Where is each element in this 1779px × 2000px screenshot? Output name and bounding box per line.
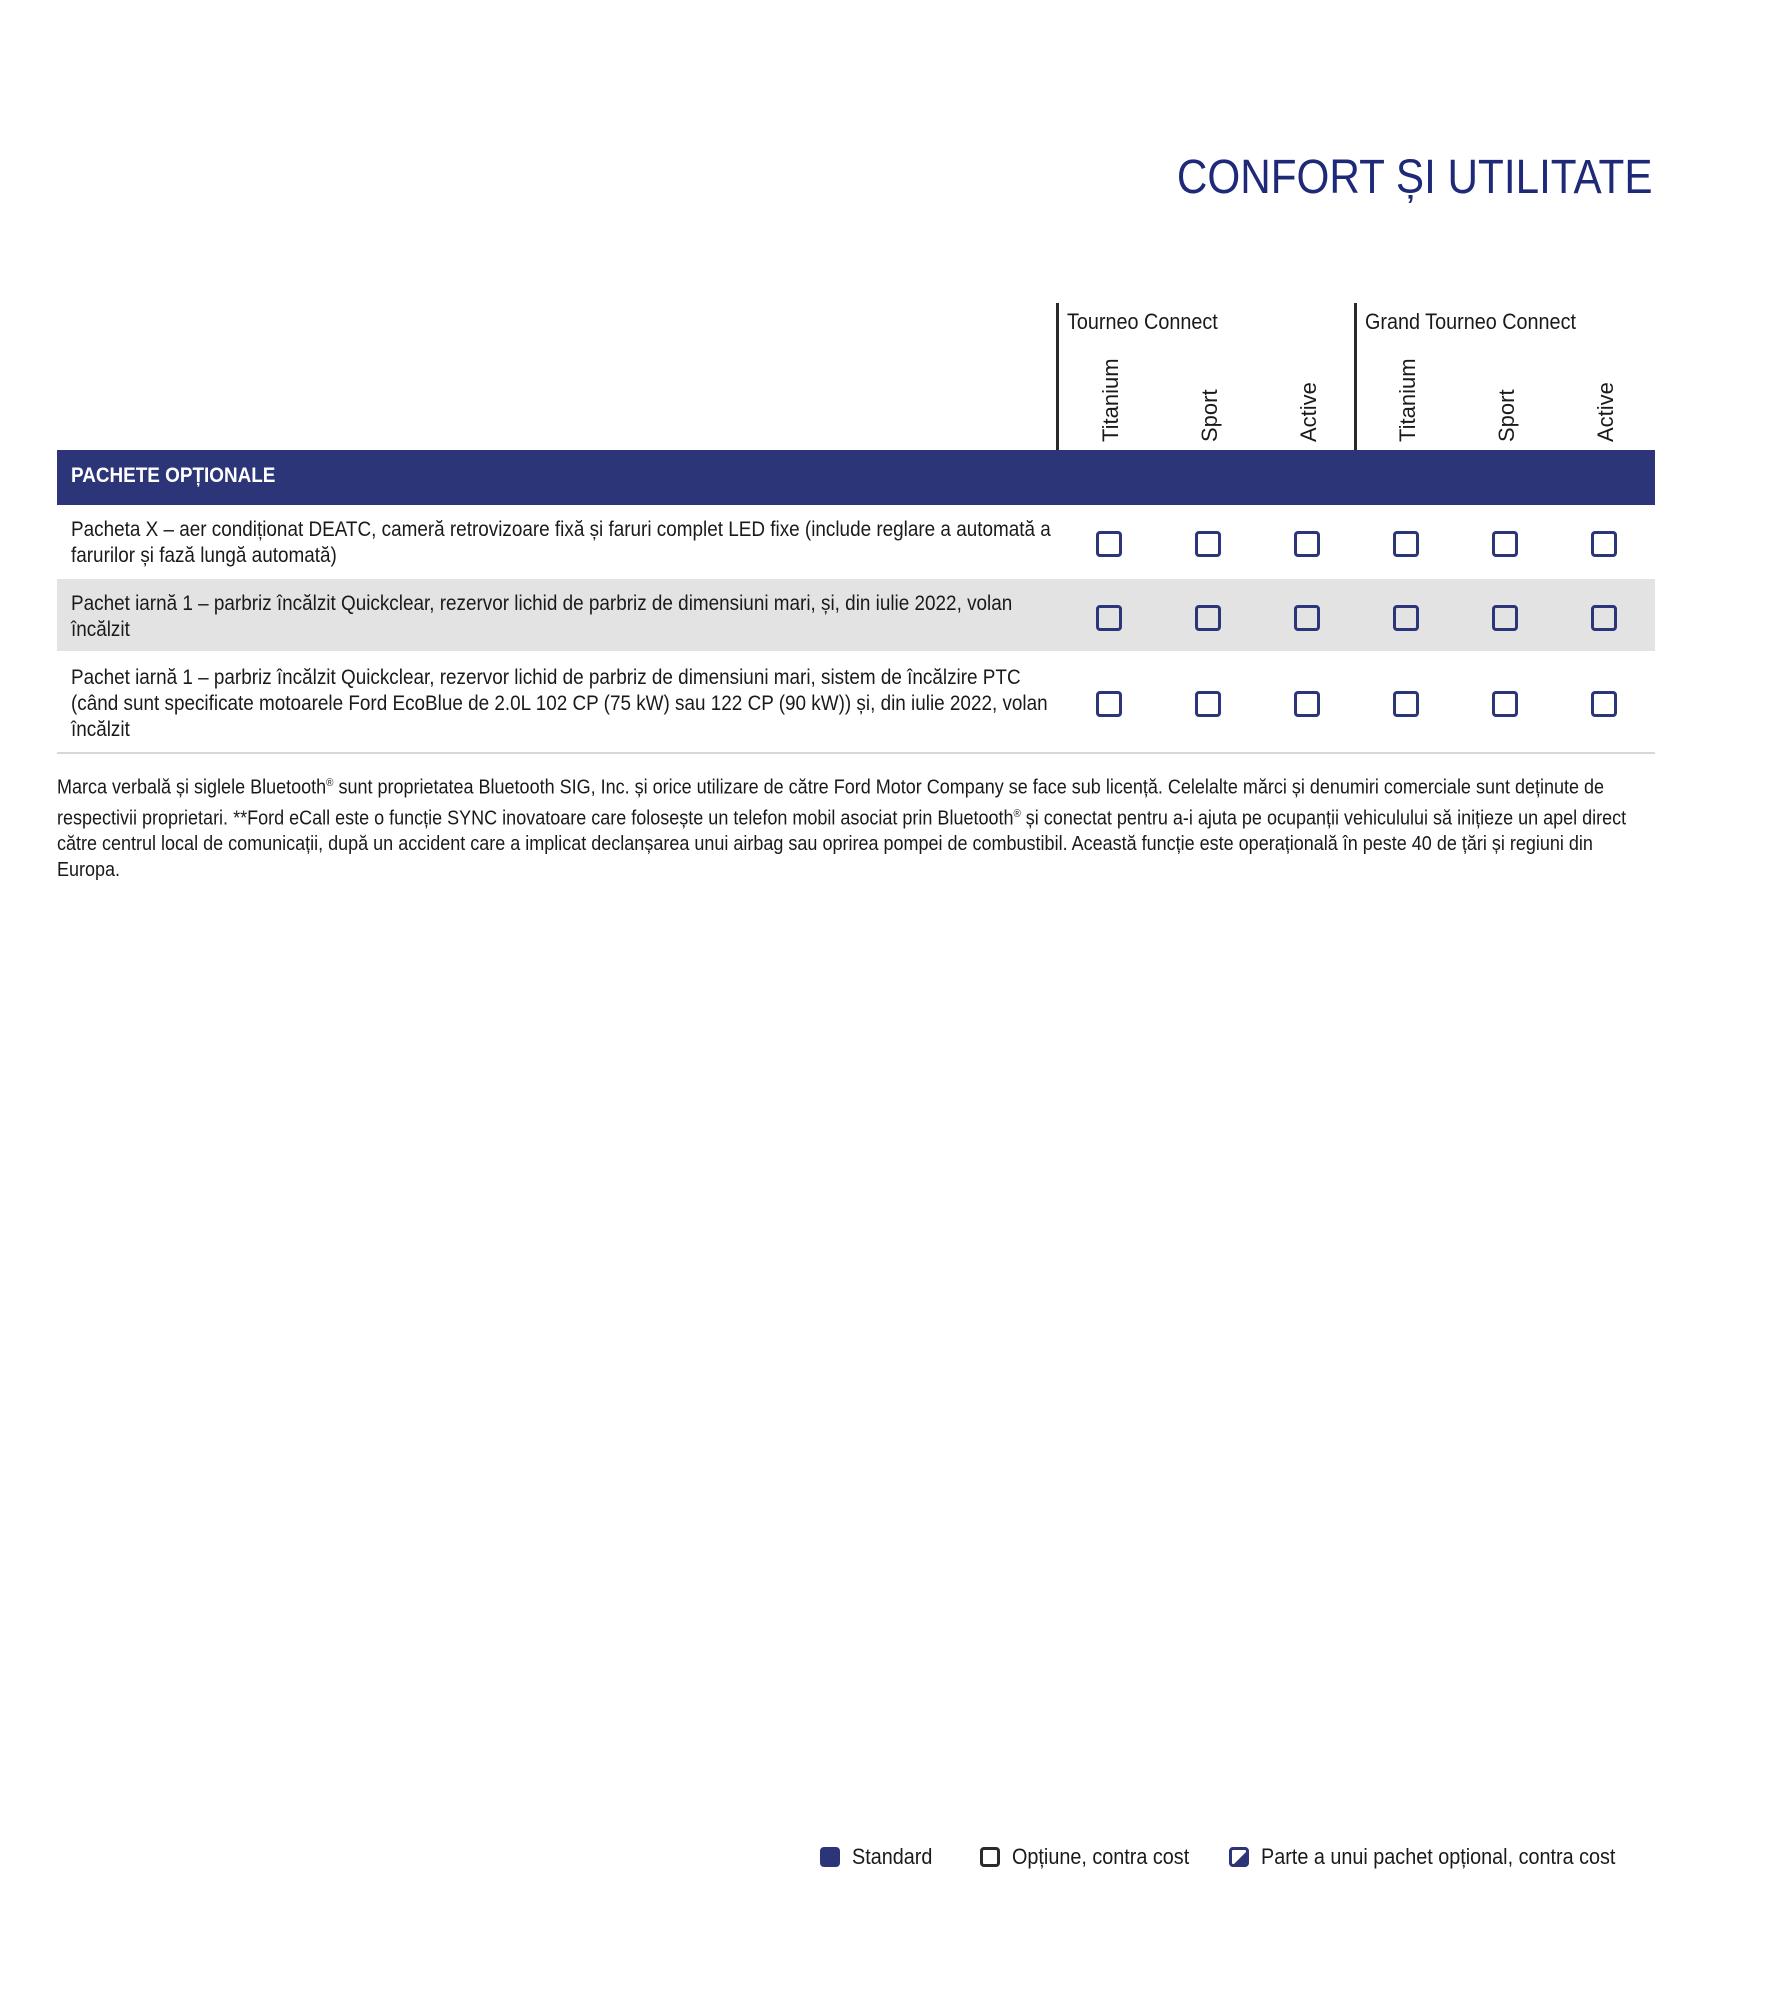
option-mark-icon — [1492, 691, 1518, 717]
package-mark-icon — [1229, 1847, 1249, 1867]
option-mark-icon — [1492, 531, 1518, 557]
option-mark-icon — [1294, 605, 1320, 631]
option-mark-icon — [1096, 531, 1122, 557]
option-mark-icon — [1294, 691, 1320, 717]
table-bottom-rule — [57, 752, 1655, 754]
legend-label: Parte a unui pachet opțional, contra cost — [1261, 1844, 1616, 1869]
section-title: PACHETE OPȚIONALE — [71, 464, 276, 487]
legend-label: Standard — [852, 1844, 933, 1869]
group-name: Grand Tourneo Connect — [1365, 309, 1576, 334]
option-mark-icon — [1393, 605, 1419, 631]
section-header-bar — [57, 450, 1655, 505]
option-mark-icon — [1195, 691, 1221, 717]
footnote-text: Marca verbală și siglele Bluetooth — [57, 776, 327, 799]
option-mark-icon — [1492, 605, 1518, 631]
row-description: Pachet iarnă 1 – parbriz încălzit Quickclear, rezervor lichid de parbriz de dimensiuni mari, și, din iulie 2022, volan încălzit — [71, 592, 1013, 641]
option-mark-icon — [1096, 691, 1122, 717]
trim-label-sport: Sport — [1197, 389, 1222, 442]
footnote — [57, 770, 1655, 883]
option-mark-icon — [1195, 531, 1221, 557]
trim-label-active: Active — [1593, 382, 1618, 442]
trim-label-titanium: Titanium — [1395, 358, 1420, 442]
trim-label-sport: Sport — [1494, 389, 1519, 442]
option-mark-icon — [1393, 691, 1419, 717]
row-description: Pachet iarnă 1 – parbriz încălzit Quickclear, rezervor lichid de parbriz de dimensiuni mari, sistem de încălzire PTC (când sunt specificate motoarele Ford EcoBlue de 2.0L 102 CP (75 kW) sau 122 CP (90 kW)) și, din iulie 2022, volan încălzit — [71, 666, 1048, 741]
option-mark-icon — [1096, 605, 1122, 631]
registered-mark: ® — [326, 777, 334, 789]
legend-standard — [820, 1842, 941, 1872]
legend-pachet — [1229, 1842, 1655, 1872]
legend-label: Opțiune, contra cost — [1012, 1844, 1190, 1869]
trim-label-active: Active — [1296, 382, 1321, 442]
option-mark-icon — [980, 1847, 1000, 1867]
option-mark-icon — [1294, 531, 1320, 557]
group-name: Tourneo Connect — [1067, 309, 1218, 334]
footnote-text: și conectat pentru a-i ajuta pe ocupanții vehiculului să inițieze un apel direct către centrul local de comunicații, după un accident care a implicat declanșarea unui airbag sau oprirea pompei de combustibil. Această funcție este operațională în peste 40 de țări și regiuni din Europa. — [57, 807, 1627, 882]
option-mark-icon — [1393, 531, 1419, 557]
option-mark-icon — [1195, 605, 1221, 631]
option-mark-icon — [1591, 605, 1617, 631]
legend-optiune — [980, 1842, 1209, 1872]
option-mark-icon — [1591, 691, 1617, 717]
registered-mark: ® — [1013, 807, 1021, 820]
footnote-text: sunt proprietatea Bluetooth SIG, Inc. și orice utilizare de către Ford Motor Company se face sub licență. Celelalte mărci și denumiri comerciale sunt deținute de respectivii proprietari. **Ford eCall este o funcție SYNC inovatoare care folosește un telefon mobil asociat prin Bluetooth — [57, 776, 1605, 830]
row-description: Pacheta X – aer condiționat DEATC, cameră retrovizoare fixă și faruri complet LED fixe (include reglare a automată a farurilor și fază lungă automată) — [71, 518, 1051, 567]
option-mark-icon — [1591, 531, 1617, 557]
standard-mark-icon — [820, 1847, 840, 1867]
page-title: CONFORT ȘI UTILITATE — [1176, 151, 1652, 204]
trim-label-titanium: Titanium — [1098, 358, 1123, 442]
